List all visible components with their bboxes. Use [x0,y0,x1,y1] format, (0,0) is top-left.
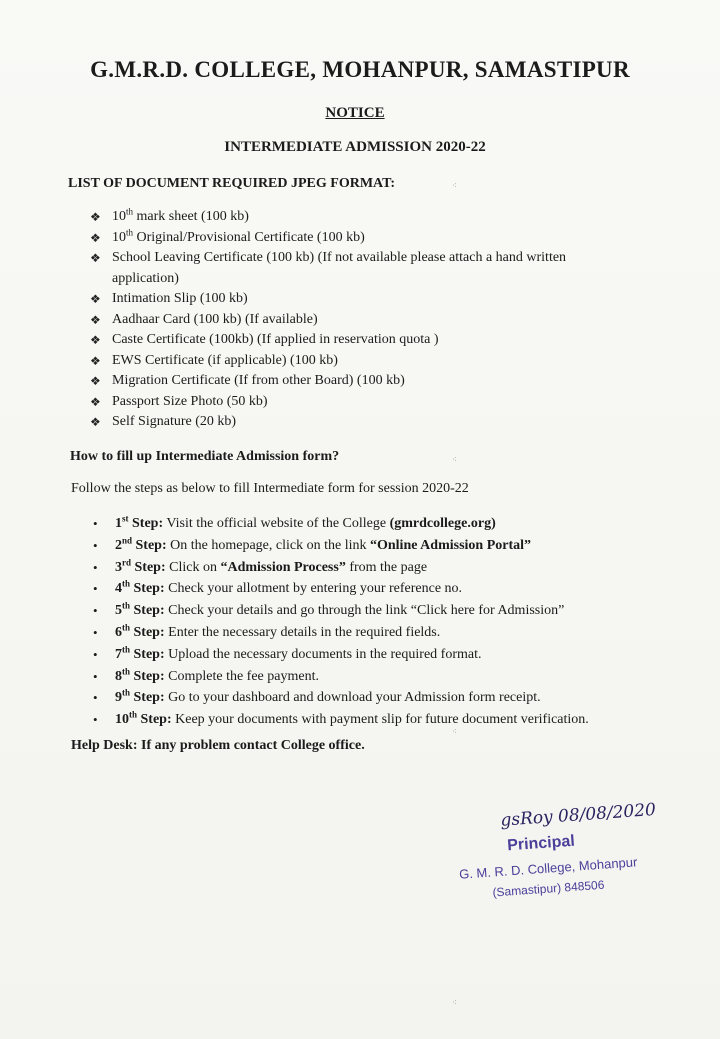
step-number: 8 [115,668,122,684]
admission-subtitle: INTERMEDIATE ADMISSION 2020-22 [224,139,486,155]
principal-stamp [440,799,678,935]
document-item [90,248,630,289]
step-ordinal: st [122,513,129,524]
step-highlight: “Admission Process” [220,559,346,575]
step-number: 10 [115,712,129,728]
diamond-bullet-icon: ❖ [90,374,101,388]
dot-bullet-icon: • [93,646,98,662]
step-item [93,622,653,644]
diamond-bullet-icon: ❖ [90,394,101,409]
step-item [93,513,653,535]
step-label [115,709,172,728]
dot-bullet-icon: • [93,516,98,531]
step-label [115,600,165,619]
step-item [93,535,653,557]
step-text: Enter the necessary details in the required fields. [164,624,441,640]
notice-title: NOTICE [325,105,385,121]
step-item [93,666,653,688]
step-number: 2 [115,537,122,553]
document-item [90,412,630,433]
step-text-rest: from the page [345,559,428,575]
diamond-bullet-icon: ❖ [90,353,101,368]
stamp-title: Principal [506,832,576,855]
step-text: Click on [165,559,221,575]
document-text: Aadhaar Card (100 kb) (If available) [112,311,318,327]
document-text: Passport Size Photo (50 kb) [112,393,268,409]
step-word: Step: [130,668,165,684]
step-label [115,578,165,597]
step-ordinal: th [122,687,131,698]
diamond-bullet-icon: ❖ [90,251,101,265]
dot-bullet-icon: • [93,690,98,706]
step-highlight: “Online Admission Portal” [369,537,532,553]
step-label [115,513,164,531]
scan-mark-icon: ⁖ [452,455,457,464]
document-item [90,289,630,310]
dot-bullet-icon: • [93,537,98,553]
step-ordinal: th [122,578,131,589]
step-number: 9 [115,690,122,706]
principal-signature: gsRoy 08/08/2020 [499,799,657,831]
document-ordinal: th [126,226,134,237]
document-text-rest: Original/Provisional Certificate (100 kb) [133,229,365,245]
step-text: Go to your dashboard and download your Admission form receipt. [164,690,541,706]
step-ordinal: th [122,644,131,655]
document-item [90,228,630,249]
steps-list [93,513,653,731]
diamond-bullet-icon: ❖ [90,415,101,429]
step-word: Step: [130,646,165,662]
diamond-bullet-icon: ❖ [90,292,101,306]
document-item [90,207,630,228]
step-ordinal: th [122,622,131,633]
step-text: Complete the fee payment. [164,668,319,684]
step-label [115,665,165,684]
college-name: G.M.R.D. COLLEGE, MOHANPUR, SAMASTIPUR [90,57,630,82]
step-text: Upload the necessary documents in the required format. [164,646,482,662]
dot-bullet-icon: • [93,581,98,597]
documents-heading: LIST OF DOCUMENT REQUIRED JPEG FORMAT: [68,176,396,191]
step-ordinal: th [129,709,138,720]
scan-mark-icon: ⁖ [452,727,457,736]
diamond-bullet-icon: ❖ [90,230,101,245]
step-text: Keep your documents with payment slip for future document verification. [171,712,589,728]
dot-bullet-icon: • [93,624,98,640]
step-text: On the homepage, click on the link [166,537,370,553]
step-ordinal: rd [122,556,131,567]
step-number: 5 [115,603,122,619]
document-ordinal: th [126,206,134,217]
document-text: School Leaving Certificate (100 kb) (If not available please attach a hand written application) [112,250,567,286]
step-word: Step: [137,712,172,728]
step-label [115,622,165,640]
step-label [115,535,167,553]
step-highlight: (gmrdcollege.org) [389,516,496,531]
step-text: Check your details and go through the link “Click here for Admission” [164,603,565,619]
step-item [93,687,653,709]
step-ordinal: nd [122,535,133,546]
documents-list [90,207,630,433]
stamp-college: G. M. R. D. College, Mohanpur [458,854,638,882]
step-number: 3 [115,559,122,575]
dot-bullet-icon: • [93,712,98,728]
step-text: Check your allotment by entering your reference no. [164,581,463,597]
document-text: Caste Certificate (100kb) (If applied in reservation quota ) [112,332,439,347]
document-text: 10 [112,229,126,245]
step-number: 4 [115,581,122,597]
step-item [93,578,653,600]
step-word: Step: [130,603,165,619]
step-item [93,557,653,579]
step-number: 1 [115,516,122,531]
diamond-bullet-icon: ❖ [90,312,101,327]
document-item [90,330,630,351]
step-ordinal: th [122,600,131,611]
document-item [90,351,630,372]
document-item [90,371,630,392]
step-label [115,687,165,706]
document-text-rest: mark sheet (100 kb) [133,209,249,224]
document-text: EWS Certificate (if applicable) (100 kb) [112,352,338,368]
step-label [115,644,165,662]
step-word: Step: [130,581,165,597]
step-word: Step: [128,516,164,531]
step-word: Step: [132,537,167,553]
diamond-bullet-icon: ❖ [90,333,101,347]
step-label [115,556,166,575]
howto-intro: Follow the steps as below to fill Intermediate form for session 2020-22 [71,481,469,496]
document-item [90,310,630,331]
stamp-address: (Samastipur) 848506 [492,877,605,900]
dot-bullet-icon: • [93,668,98,684]
step-word: Step: [130,690,165,706]
step-number: 7 [115,646,122,662]
step-item [93,709,653,731]
howto-heading: How to fill up Intermediate Admission form? [70,449,340,464]
step-text: Visit the official website of the College [163,516,390,531]
dot-bullet-icon: • [93,559,98,575]
dot-bullet-icon: • [93,603,98,619]
step-ordinal: th [122,665,131,676]
document-item [90,392,630,413]
document-text: 10 [112,209,126,224]
step-word: Step: [130,624,165,640]
document-text: Self Signature (20 kb) [112,414,237,429]
step-item [93,644,653,666]
helpdesk-note: Help Desk: If any problem contact College office. [71,738,365,753]
diamond-bullet-icon: ❖ [90,210,101,224]
document-text: Migration Certificate (If from other Board) (100 kb) [112,373,405,388]
step-number: 6 [115,624,122,640]
step-item [93,600,653,622]
step-word: Step: [131,559,166,575]
document-text: Intimation Slip (100 kb) [112,291,248,306]
scan-mark-icon: ⁖ [452,998,457,1007]
scan-mark-icon: ⁖ [452,181,457,190]
